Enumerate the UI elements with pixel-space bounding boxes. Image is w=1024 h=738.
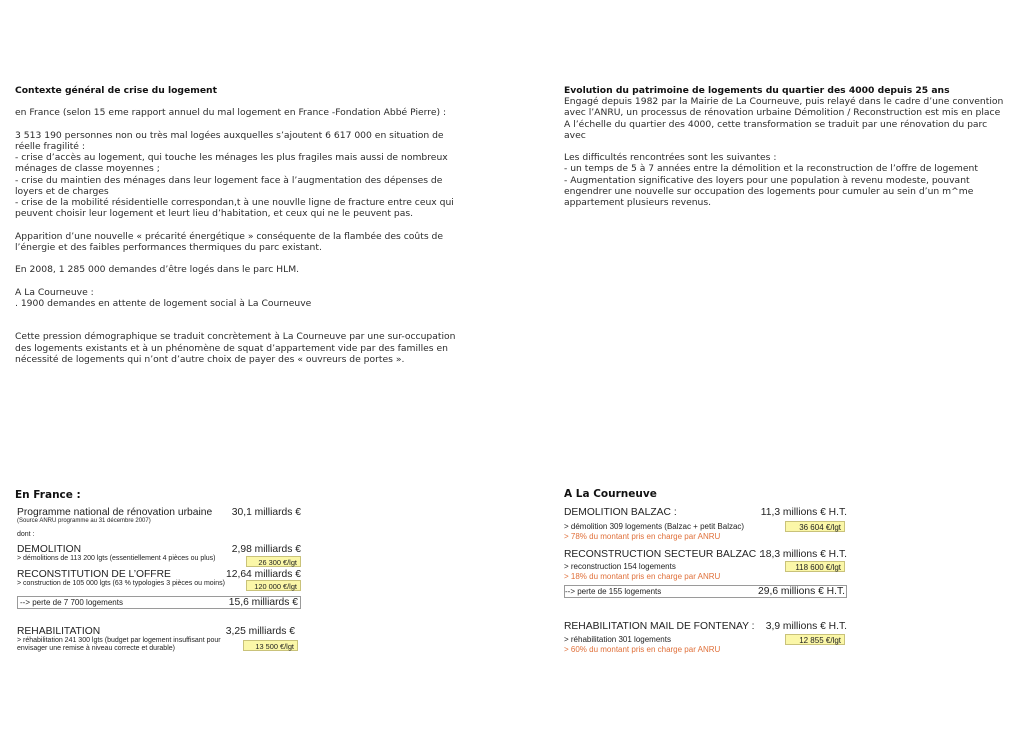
france-table xyxy=(17,506,301,666)
context-block xyxy=(15,85,485,365)
courneuve-perte-value: 29,6 millions € H.T. xyxy=(758,586,845,597)
france-perte-value: 15,6 milliards € xyxy=(228,597,298,608)
france-reconstitution-detail: > construction de 105 000 lgts (63 % typologies 3 pièces ou moins) xyxy=(17,580,225,587)
courneuve-balzac-label: DEMOLITION BALZAC : xyxy=(564,507,677,518)
context-paragraph-1: en France (selon 15 eme rapport annuel du mal logement en France -Fondation Abbé Pierre) : xyxy=(15,107,447,119)
france-demolition-detail: > démolitions de 113 200 lgts (essentiellement 4 pièces ou plus) xyxy=(17,555,216,562)
courneuve-balzac-value: 11,3 millions € H.T. xyxy=(760,507,847,518)
france-programme-label: Programme national de rénovation urbaine xyxy=(17,507,213,518)
context-paragraph-2: 3 513 190 personnes non ou très mal logées auxquelles s’ajoutent 6 617 000 en situation de réelle fragilité : - crise d’accès au logement, qui touche les ménages les plus fragiles mais aussi de nombreux ménages de classe moyennes ; - crise du maintien des ménages dans leur logement face à l’augmentation des dépenses de loyers et de charges - crise de la mobilité résidentielle correspondan,t à une nouvlle ligne de fracture entre ceux qui peuvent choisir leur logement et leurt lieu d’habitation, et ceux qui ne le peuvent pas. xyxy=(15,129,454,220)
courneuve-recon-anru: > 18% du montant pris en charge par ANRU xyxy=(564,572,721,581)
france-perte-label: --> perte de 7 700 logements xyxy=(20,598,123,607)
france-programme-value: 30,1 milliards € xyxy=(231,507,301,518)
france-demolition-label: DEMOLITION xyxy=(17,544,82,555)
france-reconstitution-badge: 120 000 €/lgt xyxy=(246,580,301,591)
france-rehab-badge: 13 500 €/lgt xyxy=(243,640,298,651)
france-reconstitution-label: RECONSTITUTION DE L’OFFRE xyxy=(17,569,171,580)
france-rehab-label: REHABILITATION xyxy=(17,626,101,637)
france-rehab-detail: > réhabilitation 241 300 lgts (budget par logement insuffisant pour envisager une remise à niveau correcte et durable) xyxy=(17,637,221,652)
courneuve-recon-label: RECONSTRUCTION SECTEUR BALZAC : xyxy=(564,549,762,560)
courneuve-recon-value: 18,3 millions € H.T. xyxy=(760,549,847,560)
courneuve-fontenay-anru: > 60% du montant pris en charge par ANRU xyxy=(564,645,721,654)
context-paragraph-5: A La Courneuve : . 1900 demandes en attente de logement social à La Courneuve xyxy=(15,286,312,309)
courneuve-fontenay-detail: > réhabilitation 301 logements xyxy=(564,635,671,644)
context-paragraph-3: Apparition d’une nouvelle « précarité énergétique » conséquente de la flambée des coûts de l’énergie et des faibles performances thermiques du parc existant. xyxy=(15,230,444,253)
courneuve-fontenay-badge: 12 855 €/lgt xyxy=(785,634,845,645)
context-paragraph-4: En 2008, 1 285 000 demandes d’être logés dans le parc HLM. xyxy=(15,264,300,276)
evolution-heading: Evolution du patrimoine de logements du quartier des 4000 depuis 25 ans xyxy=(564,85,950,96)
evolution-block xyxy=(564,85,1014,208)
courneuve-recon-badge: 118 600 €/lgt xyxy=(785,561,845,572)
courneuve-perte-label: --> perte de 155 logements xyxy=(565,587,662,596)
france-title: En France : xyxy=(15,489,81,501)
courneuve-balzac-badge: 36 604 €/lgt xyxy=(785,521,845,532)
france-reconstitution-value: 12,64 milliards € xyxy=(226,569,301,580)
france-dont: dont : xyxy=(17,531,35,538)
france-rehab-value: 3,25 milliards € xyxy=(225,626,295,637)
courneuve-fontenay-value: 3,9 millions € H.T. xyxy=(765,621,847,632)
evolution-paragraph-2: Les difficultés rencontrées sont les suivantes : - un temps de 5 à 7 années entre la démolition et la reconstruction de l’offre de logement - Augmentation significative des loyers pour une population à revenu modeste, pouvant engendrer une nouvelle sur occupation des logements pour cumuler au sein d’un m^me appartement plusieurs revenus. xyxy=(564,152,978,209)
context-paragraph-6: Cette pression démographique se traduit concrètement à La Courneuve par une sur-occupation des logements existants et à un phénomène de squat d’appartement vide par des familles en nécessité de logements qui n’ont d’autre choix de payer des « ouvreurs de portes ». xyxy=(15,331,456,365)
courneuve-recon-detail: > reconstruction 154 logements xyxy=(564,562,676,571)
courneuve-title: A La Courneuve xyxy=(564,488,657,500)
france-demolition-badge: 26 300 €/lgt xyxy=(246,556,301,567)
france-demolition-value: 2,98 milliards € xyxy=(231,544,301,555)
courneuve-table xyxy=(564,506,847,658)
courneuve-balzac-detail: > démolition 309 logements (Balzac + petit Balzac) xyxy=(564,522,745,531)
evolution-paragraph-1: Engagé depuis 1982 par la Mairie de La Courneuve, puis relayé dans le cadre d’une convention avec l’ANRU, un processus de rénovation urbaine Démolition / Reconstruction est mis en place A l’échelle du quartier des 4000, cette transformation se traduit par une rénovation du parc avec xyxy=(564,96,1004,141)
courneuve-fontenay-label: REHABILITATION MAIL DE FONTENAY : xyxy=(564,621,755,632)
courneuve-balzac-anru: > 78% du montant pris en charge par ANRU xyxy=(564,532,721,541)
context-heading: Contexte général de crise du logement xyxy=(15,85,217,96)
france-programme-source: (Source ANRU programme au 31 décembre 2007) xyxy=(17,518,151,524)
